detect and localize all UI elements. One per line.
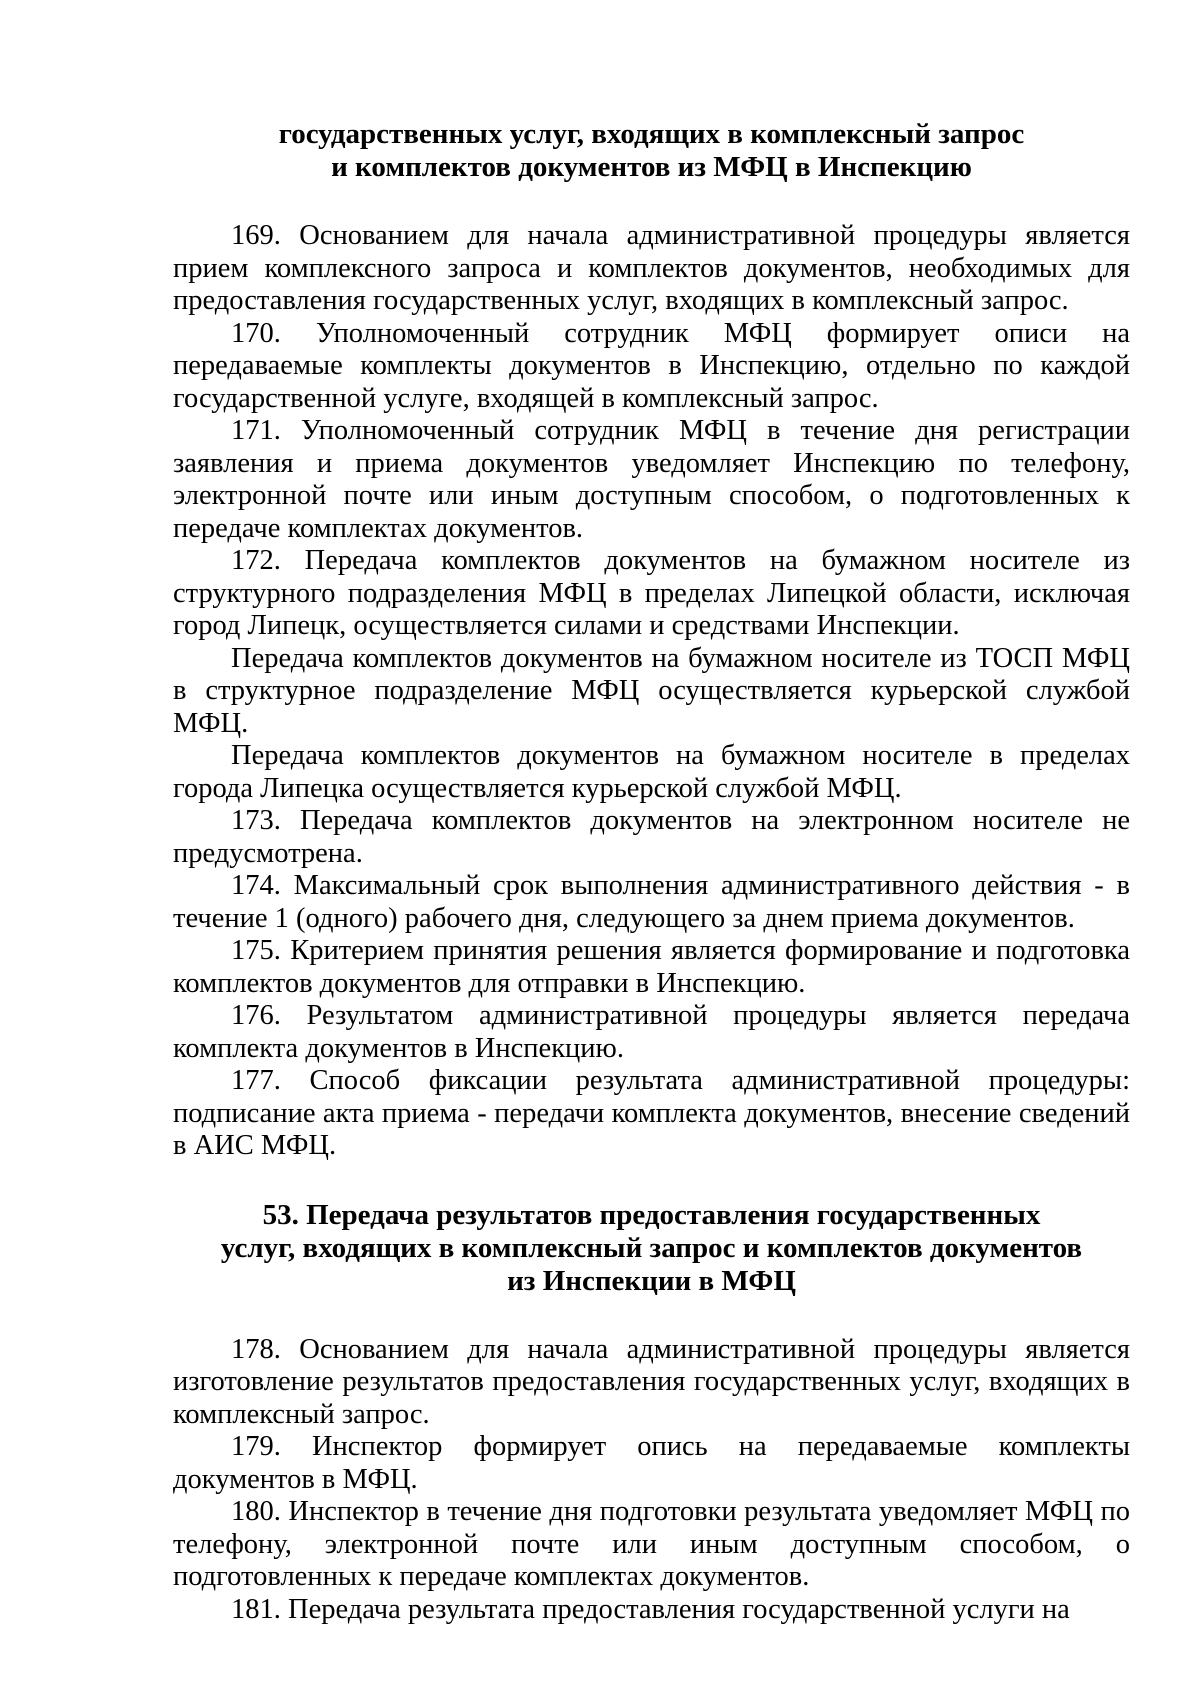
heading-line: услуг, входящих в комплексный запрос и комплектов документов	[220, 1231, 1083, 1264]
paragraph-176: 176. Результатом административной процедуры является передача комплекта документов в Инспекцию.	[173, 1000, 1130, 1064]
document-page	[173, 118, 1130, 1626]
paragraph-170: 170. Уполномоченный сотрудник МФЦ формирует описи на передаваемые комплекты документов в Инспекцию, отдельно по каждой государственной услуге, входящей в комплексный запрос.	[173, 317, 1130, 414]
heading-line: из Инспекции в МФЦ	[507, 1264, 796, 1297]
section-heading-53	[173, 1199, 1130, 1298]
heading-line: и комплектов документов из МФЦ в Инспекцию	[331, 151, 972, 183]
heading-line: 53. Передача результатов предоставления государственных	[262, 1198, 1041, 1231]
heading-line: государственных услуг, входящих в комплексный запрос	[278, 118, 1025, 150]
paragraph-181: 181. Передача результата предоставления государственной услуги на	[231, 1593, 1070, 1625]
paragraph-179: 179. Инспектор формирует опись на передаваемые комплекты документов в МФЦ.	[173, 1431, 1130, 1495]
paragraph-180: 180. Инспектор в течение дня подготовки результата уведомляет МФЦ по телефону, электронной почте или иным доступным способом, о подготовленных к передаче комплектах документов.	[173, 1496, 1130, 1592]
section-heading-continued	[173, 118, 1130, 184]
paragraph-172-tosp: Передача комплектов документов на бумажном носителе из ТОСП МФЦ в структурное подразделение МФЦ осуществляется курьерской службой МФЦ.	[173, 642, 1130, 739]
paragraph-171: 171. Уполномоченный сотрудник МФЦ в течение дня регистрации заявления и приема документов уведомляет Инспекцию по телефону, электронной почте или иным доступным способом, о подготовленных к передаче комплектах документов.	[173, 415, 1130, 544]
paragraph-178: 178. Основанием для начала административной процедуры является изготовление результатов предоставления государственных услуг, входящих в комплексный запрос.	[173, 1333, 1130, 1430]
paragraph-172-lipetsk: Передача комплектов документов на бумажном носителе в пределах города Липецка осуществляется курьерской службой МФЦ.	[173, 740, 1130, 804]
paragraph-175: 175. Критерием принятия решения является формирование и подготовка комплектов документов для отправки в Инспекцию.	[173, 935, 1130, 999]
paragraph-177: 177. Способ фиксации результата административной процедуры: подписание акта приема - передачи комплекта документов, внесение сведений в АИС МФЦ.	[173, 1065, 1130, 1161]
paragraph-174: 174. Максимальный срок выполнения административного действия - в течение 1 (одного) рабочего дня, следующего за днем приема документов.	[173, 870, 1130, 934]
paragraph-169: 169. Основанием для начала административной процедуры является прием комплексного запроса и комплектов документов, необходимых для предоставления государственных услуг, входящих в комплексный запрос.	[173, 220, 1130, 316]
paragraph-173: 173. Передача комплектов документов на электронном носителе не предусмотрена.	[173, 805, 1130, 869]
paragraph-172: 172. Передача комплектов документов на бумажном носителе из структурного подразделения МФЦ в пределах Липецкой области, исключая город Липецк, осуществляется силами и средствами Инспекции.	[173, 545, 1130, 641]
